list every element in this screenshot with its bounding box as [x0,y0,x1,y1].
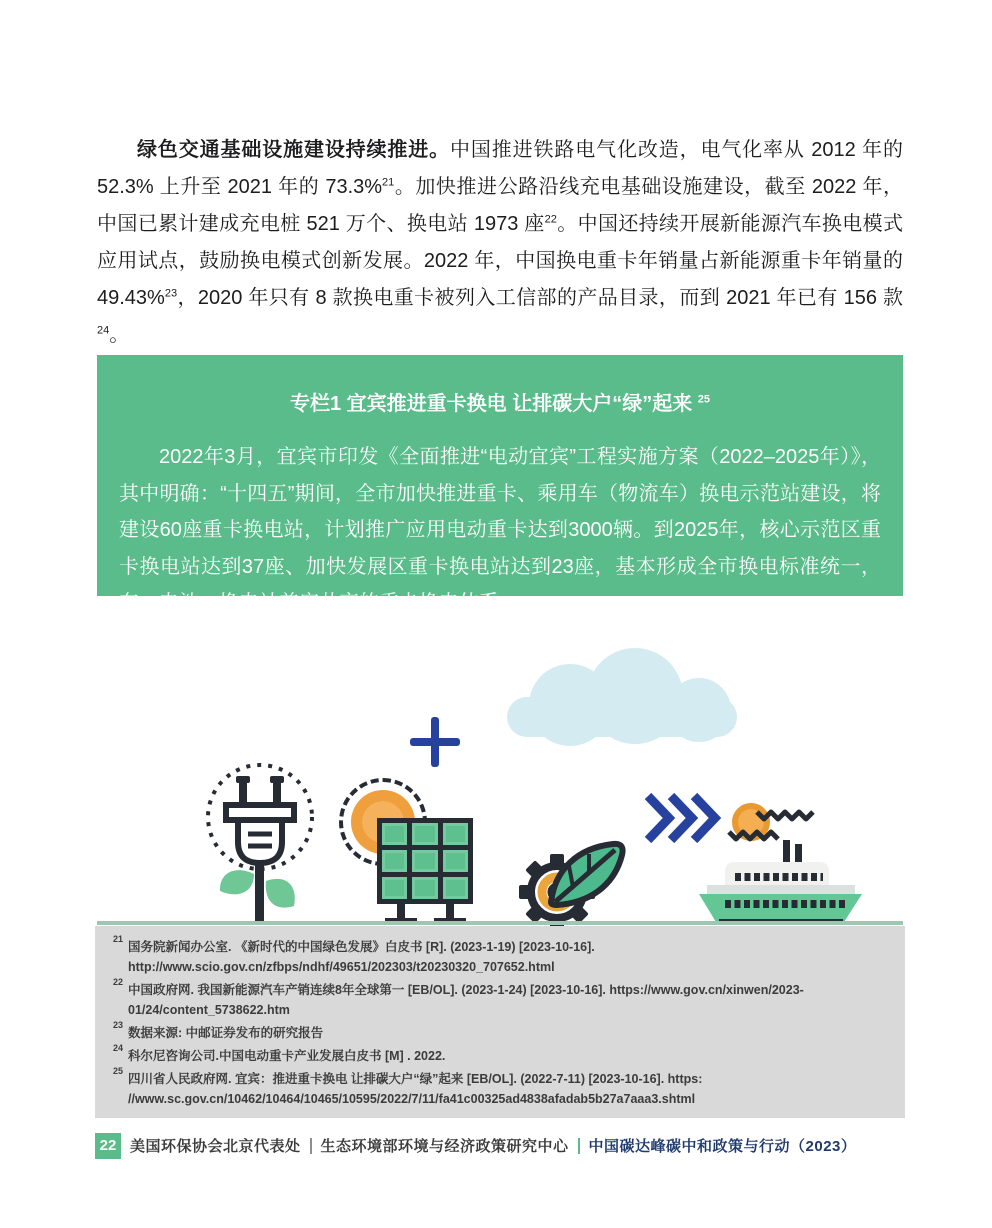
text-segment: ，2020 年只有 8 款换电重卡被列入工信部的产品目录，而到 2021 年已有 156 款 [177,287,903,309]
footer-divider [578,1138,580,1154]
footer-report-title: 中国碳达峰碳中和政策与行动（2023） [588,1138,857,1155]
ground-line [97,921,903,925]
text-segment: 。中国还持续开展新能源汽车换电模式应用试点，鼓励换电模式创新发展。2022 年，中国换电重卡年销量占新能源重卡年销量的 49.43% [97,213,903,309]
plus-icon [410,717,460,767]
solar-panel-icon [377,818,473,904]
text-segment: 中国推进铁路电气化改造，电气化率从 2012 年的 52.3% 上升至 2021 年的 73.3% [97,139,904,198]
green-transport-illustration [97,640,903,926]
footnote-reference: 24 [97,324,110,337]
footnote-reference: 21 [382,176,395,189]
footer-divider [310,1138,312,1154]
footnote-item: 24 科尔尼咨询公司.中国电动重卡产业发展白皮书 [M] . 2022. [113,1043,446,1063]
footnote-item: 25 四川省人民政府网. 宜宾：推进重卡换电 让排碳大户“绿”起来 [EB/OL]. (2022-7-11) [2023-10-16]. https: //www.sc.gov.cn/10462/10464/10465/10595/2022/7/11/fa41c00325ad4838afadab5b27a7aaa3.shtml [113,1066,703,1106]
footnote-text: 中国政府网. 我国新能源汽车产销连续8年全球第一 [EB/OL]. (2023-1-24) [2023-10-16]. https://www.gov.cn/xinwen/2023-01/24/content_5738622.htm [128,983,804,1017]
column-highlight-box [97,355,903,614]
footer-org-2: 生态环境部环境与经济政策研究中心 [320,1138,569,1155]
plug-plant-icon [200,762,320,922]
gear-leaf-icon [515,836,629,926]
footnote-text: 四川省人民政府网. 宜宾：推进重卡换电 让排碳大户“绿”起来 [EB/OL]. (2022-7-11) [2023-10-16]. https: //www.sc.gov.cn/10462/10464/10465/10595/2022/7/11/fa41c00325ad4838afadab5b27a7aaa3.shtml [128,1072,703,1106]
footnote-item: 21 国务院新闻办公室. 《新时代的中国绿色发展》白皮书 [R]. (2023-1-19) [2023-10-16]. http://www.scio.gov.cn/zfbps/ndhf/49651/202303/t20230320_707652.html [113,934,595,974]
text-segment: 。 [109,324,130,346]
footnotes-section [95,926,905,1118]
footnote-item: 23 数据来源: 中邮证券发布的研究报告 [113,1020,324,1040]
text-segment: 专栏1 宜宾推进重卡换电 让排碳大户“绿”起来 [289,393,698,415]
footer-org-1: 美国环保协会北京代表处 [130,1138,301,1155]
footnote-reference: 22 [544,213,557,226]
footnote-text: 国务院新闻办公室. 《新时代的中国绿色发展》白皮书 [R]. (2023-1-19) [2023-10-16]. http://www.scio.gov.cn/zfbps/ndhf/49651/202303/t20230320_707652.html [128,940,595,974]
footnote-reference: 23 [164,287,178,300]
text-segment: 。加快推进公路沿线充电基础设施建设，截至 2022 年，中国已累计建成充电桩 521 万个、换电站 1973 座 [97,176,903,235]
page-number-badge: 22 [95,1133,121,1159]
cloud-icon [507,642,743,737]
text-segment: 绿色交通基础设施建设持续推进。 [137,139,451,161]
footnote-item: 22 中国政府网. 我国新能源汽车产销连续8年全球第一 [EB/OL]. (2023-1-24) [2023-10-16]. https://www.gov.cn/xinwen/2023-01/24/content_5738622.htm [113,977,804,1017]
body-paragraph [97,132,903,354]
page-footer [95,1132,856,1159]
footnote-text: 数据来源: 中邮证券发布的研究报告 [128,1026,324,1040]
footnote-reference: 25 [697,393,711,406]
footnote-text: 科尔尼咨询公司.中国电动重卡产业发展白皮书 [M] . 2022. [128,1049,446,1063]
column-box-title [119,389,881,419]
column-box-body: 2022年3月，宜宾市印发《全面推进“电动宜宾”工程实施方案（2022–2025年）》，其中明确：“十四五”期间，全市加快推进重卡、乘用车（物流车）换电示范站建设，将建设60座重卡换电站，计划推广应用电动重卡达到3000辆。到2025年，核心示范区重卡换电站达到37座、加快发展区重卡换电站达到23座，基本形成全市换电标准统一，车、电池、换电站兼容共享的重卡换电体系。 [119,446,881,614]
ship-icon [697,798,865,926]
